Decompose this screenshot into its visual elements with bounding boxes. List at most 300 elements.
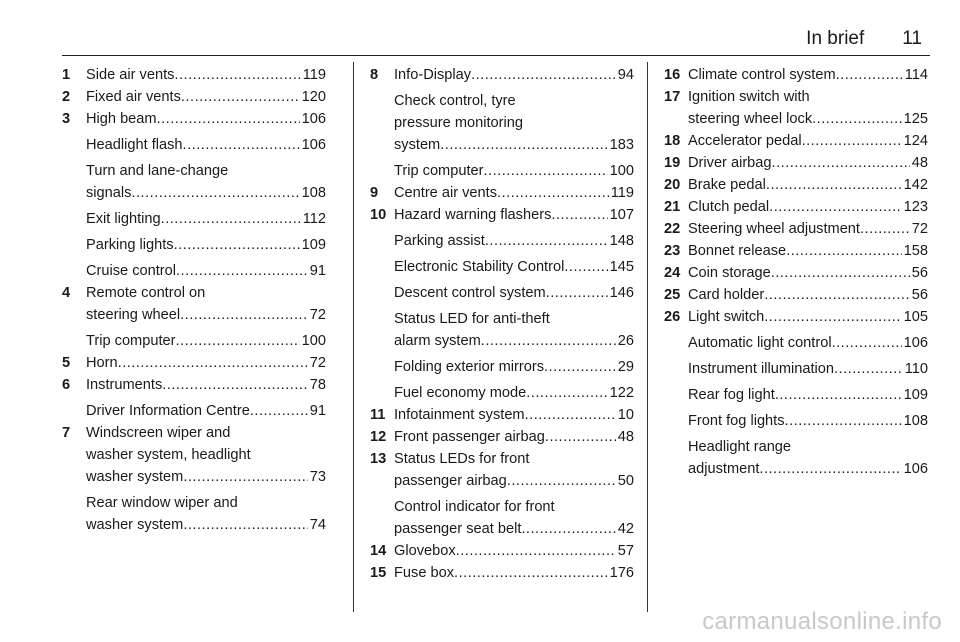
index-entry [664, 174, 928, 196]
entry-label: Infotainment system [394, 407, 525, 423]
index-entry [664, 130, 928, 152]
item-number: 2 [62, 89, 71, 105]
item-number [664, 436, 688, 480]
page-reference: 176 [609, 565, 634, 581]
dot-leader [812, 108, 902, 130]
index-entry [370, 64, 634, 86]
dot-leader [786, 240, 901, 262]
entry-body [688, 436, 928, 480]
page-reference: 100 [301, 333, 326, 349]
entry-last-line [394, 470, 634, 492]
item-number [62, 234, 86, 256]
item-number [62, 208, 86, 230]
watermark: carmanualsonline.info [702, 608, 942, 635]
page-reference: 29 [617, 359, 634, 375]
entry-body [394, 448, 634, 492]
entry-label: passenger seat belt [394, 521, 522, 537]
index-entry [62, 160, 326, 204]
entry-body [394, 540, 634, 562]
index-entry [664, 196, 928, 218]
entry-last-line [86, 182, 326, 204]
entry-body [394, 64, 634, 86]
dot-leader [183, 514, 307, 536]
item-number: 9 [370, 185, 379, 201]
entry-body [86, 492, 326, 536]
entry-last-line [86, 134, 326, 156]
entry-last-line [688, 174, 928, 196]
entry-last-line [86, 352, 326, 374]
entry-label: Check control, tyre [394, 93, 516, 109]
item-number [664, 358, 688, 380]
entry-body [394, 308, 634, 352]
entry-body [394, 562, 634, 584]
entry-label: signals [86, 185, 132, 201]
index-entry [664, 410, 928, 432]
page-reference: 146 [609, 285, 634, 301]
entry-label: Hazard warning flashers [394, 207, 552, 223]
entry-label: High beam [86, 111, 157, 127]
item-number: 4 [62, 285, 71, 301]
entry-body [688, 262, 928, 284]
entry-body [86, 282, 326, 326]
entry-label: washer system [86, 469, 184, 485]
item-number [664, 384, 688, 406]
dot-leader [860, 218, 910, 240]
item-number [370, 230, 394, 252]
entry-body [688, 306, 928, 328]
index-entry [370, 426, 634, 448]
entry-body [394, 404, 634, 426]
index-entry [664, 86, 928, 130]
entry-label: Control indicator for front [394, 499, 555, 515]
entry-last-line [688, 130, 928, 152]
dot-leader [564, 256, 607, 278]
item-number: 13 [370, 451, 387, 467]
index-entry [370, 448, 634, 492]
entry-body [688, 384, 928, 406]
entry-label: Trip computer [86, 333, 176, 349]
page-reference: 26 [617, 333, 634, 349]
page-reference: 48 [617, 429, 634, 445]
index-entry [370, 230, 634, 252]
page-reference: 91 [309, 403, 326, 419]
index-entry [664, 436, 928, 480]
column-divider [353, 62, 354, 612]
dot-leader [769, 196, 902, 218]
entry-last-line [86, 304, 326, 326]
dot-leader [526, 382, 607, 404]
entry-last-line [394, 356, 634, 378]
entry-body [394, 160, 634, 182]
entry-label: Front passenger airbag [394, 429, 545, 445]
page-reference: 91 [309, 263, 326, 279]
entry-last-line [394, 382, 634, 404]
index-entry [370, 256, 634, 278]
index-entry [370, 540, 634, 562]
item-number: 21 [664, 199, 681, 215]
entry-body [86, 64, 326, 86]
entry-label: Accelerator pedal [688, 133, 802, 149]
index-entry [62, 260, 326, 282]
item-number: 26 [664, 309, 681, 325]
dot-leader [250, 400, 308, 422]
page-reference: 106 [301, 111, 326, 127]
index-entry [370, 562, 634, 584]
index-entry [664, 284, 928, 306]
entry-label: Card holder [688, 287, 765, 303]
item-number: 19 [664, 155, 681, 171]
entry-last-line [394, 204, 634, 226]
entry-body [86, 374, 326, 396]
index-entry [370, 404, 634, 426]
page-reference: 74 [309, 517, 326, 533]
entry-last-line [394, 160, 634, 182]
dot-leader [157, 108, 300, 130]
entry-last-line [688, 410, 928, 432]
entry-body [86, 260, 326, 282]
item-number: 12 [370, 429, 387, 445]
entry-body [86, 160, 326, 204]
entry-last-line [688, 284, 928, 306]
index-entry [62, 400, 326, 422]
entry-label: Front fog lights [688, 413, 785, 429]
page-number: 11 [902, 28, 922, 49]
entry-label: Instrument illumination [688, 361, 835, 377]
entry-body [394, 356, 634, 378]
item-number [370, 90, 394, 156]
entry-last-line [688, 152, 928, 174]
item-number [62, 160, 86, 204]
page-reference: 10 [617, 407, 634, 423]
index-entry [62, 134, 326, 156]
dot-leader [180, 304, 308, 326]
entry-body [86, 330, 326, 352]
entry-label: washer system [86, 517, 184, 533]
entry-label: Fuel economy mode [394, 385, 527, 401]
index-entry [370, 382, 634, 404]
entry-last-line [86, 86, 326, 108]
item-number [62, 400, 86, 422]
entry-label: Cruise control [86, 263, 177, 279]
index-entry [62, 86, 326, 108]
entry-body [688, 240, 928, 262]
dot-leader [832, 332, 902, 354]
section-title: In brief [806, 28, 865, 49]
index-entry [62, 374, 326, 396]
dot-leader [471, 64, 616, 86]
page-reference: 125 [903, 111, 928, 127]
entry-last-line [688, 240, 928, 262]
page-reference: 122 [609, 385, 634, 401]
entry-last-line [394, 426, 634, 448]
dot-leader [546, 282, 608, 304]
entry-body [86, 208, 326, 230]
entry-last-line [394, 330, 634, 352]
index-column-2 [370, 64, 634, 584]
entry-body [688, 218, 928, 240]
dot-leader [131, 182, 299, 204]
item-number [62, 134, 86, 156]
page-reference: 78 [309, 377, 326, 393]
dot-leader [836, 64, 903, 86]
entry-last-line [86, 64, 326, 86]
entry-label: Headlight range [688, 439, 792, 455]
item-number: 3 [62, 111, 71, 127]
item-number: 17 [664, 89, 681, 105]
item-number [370, 256, 394, 278]
entry-last-line [394, 230, 634, 252]
dot-leader [485, 230, 608, 252]
entry-label: Trip computer [394, 163, 484, 179]
entry-label: Remote control on [86, 285, 206, 301]
item-number: 18 [664, 133, 681, 149]
entry-label: Light switch [688, 309, 765, 325]
item-number: 10 [370, 207, 387, 223]
page-reference: 72 [309, 307, 326, 323]
index-entry [370, 308, 634, 352]
item-number: 23 [664, 243, 681, 259]
header-divider [62, 55, 930, 56]
item-number: 11 [370, 407, 386, 423]
page-reference: 108 [301, 185, 326, 201]
entry-label: adjustment [688, 461, 760, 477]
dot-leader [772, 152, 910, 174]
entry-last-line [86, 514, 326, 536]
entry-body [688, 174, 928, 196]
dot-leader [161, 208, 301, 230]
dot-leader [162, 374, 308, 396]
page-reference: 120 [301, 89, 326, 105]
entry-label: steering wheel [86, 307, 181, 323]
entry-label: Status LEDs for front [394, 451, 530, 467]
entry-last-line [688, 458, 928, 480]
page-reference: 72 [911, 221, 928, 237]
dot-leader [525, 404, 616, 426]
entry-body [688, 358, 928, 380]
entry-body [688, 152, 928, 174]
index-entry [62, 208, 326, 230]
entry-last-line [394, 64, 634, 86]
dot-leader [481, 330, 616, 352]
index-entry [370, 182, 634, 204]
page-reference: 142 [903, 177, 928, 193]
dot-leader [764, 306, 901, 328]
page-reference: 100 [609, 163, 634, 179]
entry-label: Ignition switch with [688, 89, 810, 105]
index-entry [62, 330, 326, 352]
entry-last-line [86, 208, 326, 230]
entry-last-line [394, 540, 634, 562]
page-reference: 106 [301, 137, 326, 153]
page-reference: 119 [610, 185, 634, 201]
index-entry [370, 356, 634, 378]
column-divider [647, 62, 648, 612]
item-number: 8 [370, 67, 379, 83]
entry-label: Headlight flash [86, 137, 183, 153]
entry-body [394, 496, 634, 540]
entry-label: Side air vents [86, 67, 175, 83]
item-number [370, 382, 394, 404]
entry-body [394, 182, 634, 204]
dot-leader [174, 234, 300, 256]
entry-label: Clutch pedal [688, 199, 770, 215]
page-reference: 106 [903, 335, 928, 351]
dot-leader [551, 204, 607, 226]
entry-last-line [86, 374, 326, 396]
entry-label: Folding exterior mirrors [394, 359, 545, 375]
entry-last-line [688, 358, 928, 380]
entry-label: pressure monitoring [394, 115, 523, 131]
page-reference: 112 [302, 211, 326, 227]
dot-leader [545, 426, 616, 448]
entry-label: Bonnet release [688, 243, 787, 259]
item-number [370, 356, 394, 378]
item-number: 16 [664, 67, 681, 83]
entry-label: Automatic light control [688, 335, 832, 351]
item-number [664, 410, 688, 432]
index-entry [664, 306, 928, 328]
dot-leader [764, 284, 910, 306]
index-entry [62, 492, 326, 536]
item-number: 20 [664, 177, 681, 193]
page-reference: 110 [904, 361, 928, 377]
page-reference: 124 [903, 133, 928, 149]
entry-label: alarm system [394, 333, 481, 349]
index-entry [664, 218, 928, 240]
entry-body [86, 400, 326, 422]
dot-leader [771, 262, 910, 284]
index-entry [62, 64, 326, 86]
entry-last-line [86, 234, 326, 256]
dot-leader [507, 470, 616, 492]
entry-label: Brake pedal [688, 177, 766, 193]
index-entry [664, 262, 928, 284]
index-entry [62, 108, 326, 130]
index-entry [664, 64, 928, 86]
dot-leader [521, 518, 615, 540]
entry-body [394, 382, 634, 404]
entry-body [86, 352, 326, 374]
entry-last-line [86, 330, 326, 352]
entry-body [688, 332, 928, 354]
entry-body [86, 108, 326, 130]
page-reference: 148 [609, 233, 634, 249]
entry-last-line [86, 108, 326, 130]
entry-last-line [688, 306, 928, 328]
entry-body [394, 426, 634, 448]
index-entry [664, 358, 928, 380]
entry-label: washer system, headlight [86, 447, 251, 463]
entry-last-line [688, 108, 928, 130]
index-column-1 [62, 64, 326, 536]
page-reference: 183 [609, 137, 634, 153]
page-reference: 48 [911, 155, 928, 171]
entry-last-line [394, 518, 634, 540]
item-number [664, 332, 688, 354]
entry-body [86, 86, 326, 108]
entry-body [688, 284, 928, 306]
entry-label: system [394, 137, 441, 153]
entry-label: steering wheel lock [688, 111, 813, 127]
entry-last-line [394, 282, 634, 304]
entry-body [86, 234, 326, 256]
item-number [370, 282, 394, 304]
entry-body [394, 230, 634, 252]
entry-label: Descent control system [394, 285, 546, 301]
dot-leader [454, 562, 608, 584]
entry-last-line [688, 196, 928, 218]
entry-label: passenger airbag [394, 473, 507, 489]
entry-label: Climate control system [688, 67, 836, 83]
dot-leader [183, 466, 307, 488]
index-column-3 [664, 64, 928, 480]
entry-body [688, 130, 928, 152]
entry-label: Driver Information Centre [86, 403, 250, 419]
dot-leader [181, 86, 300, 108]
entry-label: Instruments [86, 377, 163, 393]
entry-last-line [394, 256, 634, 278]
entry-label: Parking assist [394, 233, 485, 249]
index-entry [62, 352, 326, 374]
entry-last-line [86, 260, 326, 282]
entry-label: Info-Display [394, 67, 472, 83]
item-number [370, 308, 394, 352]
entry-last-line [86, 400, 326, 422]
item-number: 25 [664, 287, 681, 303]
page-reference: 105 [903, 309, 928, 325]
item-number [370, 160, 394, 182]
entry-last-line [688, 218, 928, 240]
entry-body [394, 204, 634, 226]
index-entry [370, 496, 634, 540]
entry-body [688, 410, 928, 432]
index-entry [664, 152, 928, 174]
dot-leader [544, 356, 616, 378]
index-entry [664, 384, 928, 406]
page-reference: 145 [609, 259, 634, 275]
entry-body [688, 86, 928, 130]
entry-label: Exit lighting [86, 211, 161, 227]
entry-body [86, 422, 326, 488]
entry-label: Driver airbag [688, 155, 772, 171]
page-reference: 94 [617, 67, 634, 83]
dot-leader [456, 540, 616, 562]
index-entry [370, 90, 634, 156]
entry-label: Fuse box [394, 565, 455, 581]
entry-last-line [86, 466, 326, 488]
dot-leader [759, 458, 901, 480]
entry-label: Coin storage [688, 265, 771, 281]
item-number: 22 [664, 221, 681, 237]
dot-leader [497, 182, 609, 204]
page-reference: 106 [903, 461, 928, 477]
page-reference: 73 [309, 469, 326, 485]
page-header [806, 28, 922, 50]
entry-body [688, 196, 928, 218]
item-number [62, 260, 86, 282]
page-reference: 50 [617, 473, 634, 489]
item-number: 15 [370, 565, 387, 581]
entry-label: Turn and lane-change [86, 163, 229, 179]
entry-body [86, 134, 326, 156]
entry-label: Rear fog light [688, 387, 775, 403]
entry-last-line [688, 64, 928, 86]
index-entry [62, 234, 326, 256]
dot-leader [785, 410, 902, 432]
entry-label: Windscreen wiper and [86, 425, 231, 441]
entry-last-line [394, 182, 634, 204]
page-reference: 56 [911, 265, 928, 281]
